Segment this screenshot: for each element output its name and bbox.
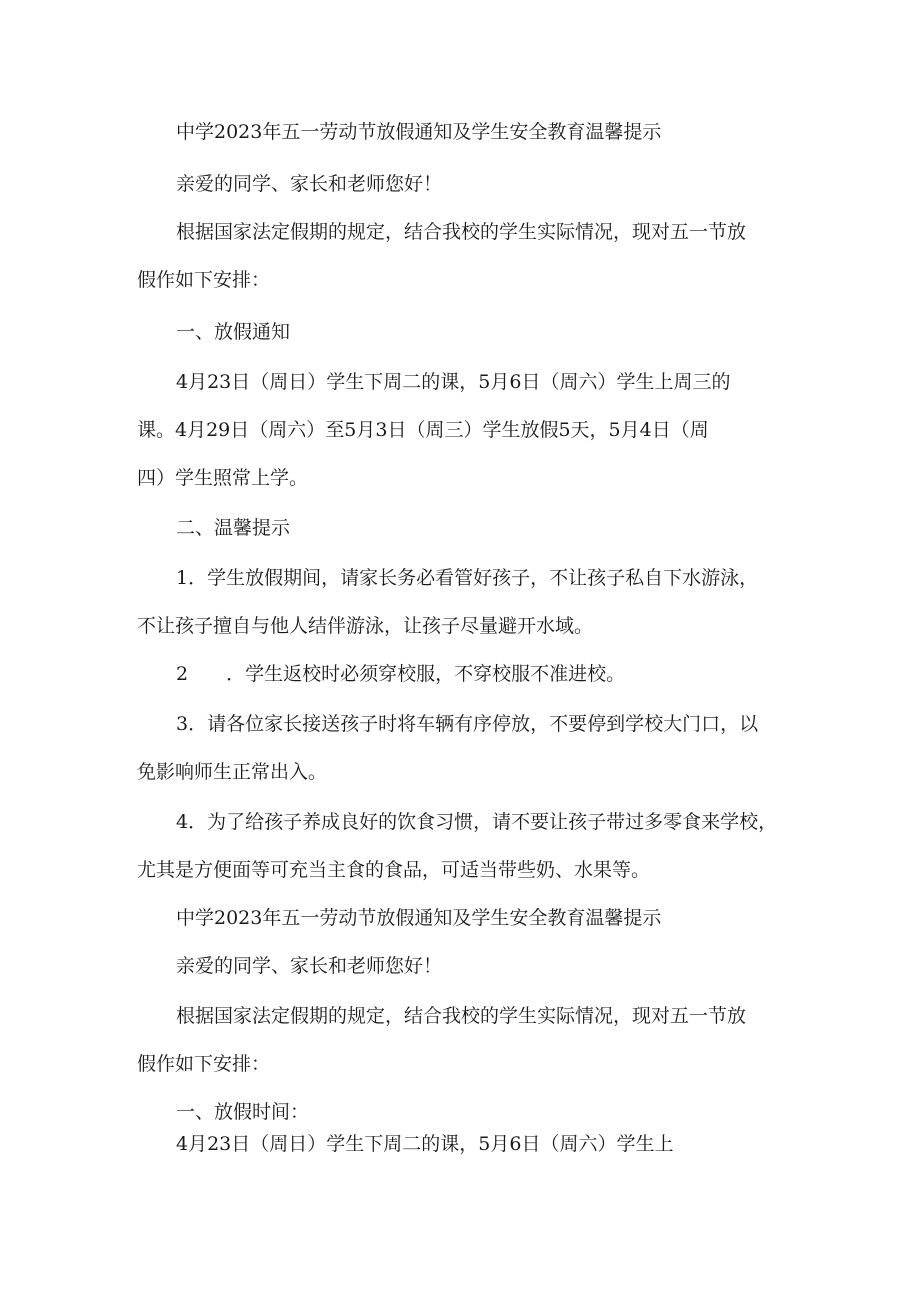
intro-paragraph-line: 假作如下安排： <box>137 1053 271 1075</box>
tip-1-line: 1．学生放假期间，请家长务必看管好孩子，不让孩子私自下水游泳， <box>176 567 759 589</box>
tip-4-line: 尤其是方便面等可充当主食的食品，可适当带些奶、水果等。 <box>137 859 651 881</box>
holiday-schedule-line: 4月23日（周日）学生下周二的课，5月6日（周六）学生上周三的 <box>176 371 731 393</box>
section-heading-holiday-time: 一、放假时间： <box>176 1101 310 1123</box>
section-heading-tips: 二、温馨提示 <box>176 517 291 539</box>
tip-1-line: 不让孩子擅自与他人结伴游泳，让孩子尽量避开水域。 <box>137 615 594 637</box>
intro-paragraph-line: 假作如下安排： <box>137 269 271 291</box>
tip-4-line: 4．为了给孩子养成良好的饮食习惯，请不要让孩子带过多零食来学校， <box>176 811 778 833</box>
section-heading-holiday-notice: 一、放假通知 <box>176 321 291 343</box>
holiday-schedule-line: 4月23日（周日）学生下周二的课，5月6日（周六）学生上 <box>176 1133 674 1155</box>
tip-3-line: 免影响师生正常出入。 <box>137 761 328 783</box>
greeting: 亲爱的同学、家长和老师您好！ <box>176 955 443 977</box>
holiday-schedule-line: 课。4月29日（周六）至5月3日（周三）学生放假5天，5月4日（周 <box>137 419 709 441</box>
notice-title: 中学2023年五一劳动节放假通知及学生安全教育温馨提示 <box>176 121 662 143</box>
intro-paragraph-line: 根据国家法定假期的规定，结合我校的学生实际情况，现对五一节放 <box>176 221 747 243</box>
greeting: 亲爱的同学、家长和老师您好！ <box>176 173 443 195</box>
tip-2: 2 ．学生返校时必须穿校服，不穿校服不准进校。 <box>176 663 626 685</box>
tip-3-line: 3．请各位家长接送孩子时将车辆有序停放，不要停到学校大门口，以 <box>176 713 759 735</box>
intro-paragraph-line: 根据国家法定假期的规定，结合我校的学生实际情况，现对五一节放 <box>176 1005 747 1027</box>
notice-title: 中学2023年五一劳动节放假通知及学生安全教育温馨提示 <box>176 907 662 929</box>
holiday-schedule-line: 四）学生照常上学。 <box>137 467 309 489</box>
